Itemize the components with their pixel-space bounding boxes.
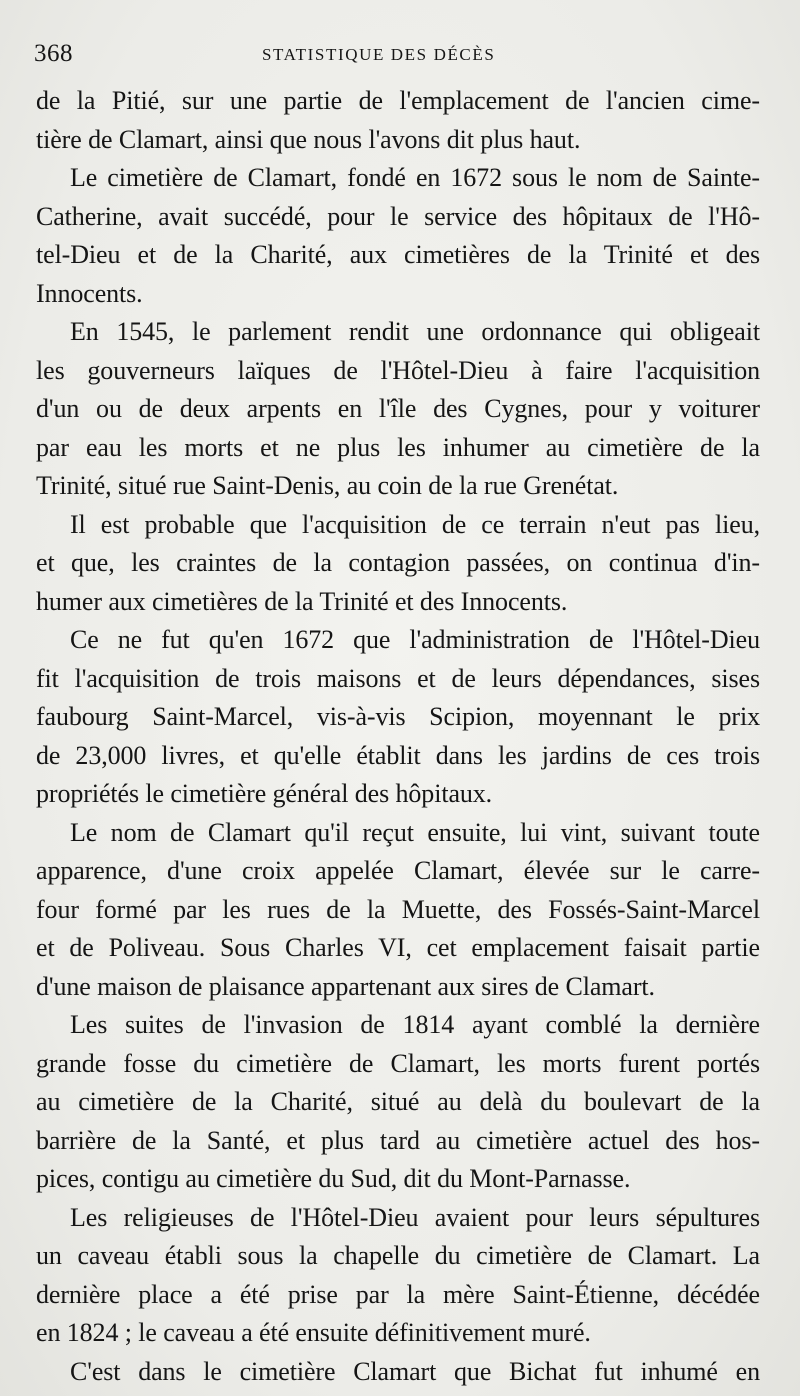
text-line: un caveau établi sous la chapelle du cimetière de Clamart. La <box>36 1241 760 1270</box>
text-line: d'un ou de deux arpents en l'île des Cygnes, pour y voiturer <box>36 394 760 423</box>
text-line: Le cimetière de Clamart, fondé en 1672 sous le nom de Sainte- <box>70 163 760 192</box>
text-line: Catherine, avait succédé, pour le service des hôpitaux de l'Hô- <box>36 201 760 231</box>
text-line: fit l'acquisition de trois maisons et de leurs dépendances, sises <box>36 663 760 693</box>
text-line: pices, contigu au cimetière du Sud, dit du Mont-Parnasse. <box>36 1164 631 1193</box>
text-line: faubourg Saint-Marcel, vis-à-vis Scipion, moyennant le prix <box>36 702 760 731</box>
text-line: Trinité, situé rue Saint-Denis, au coin de la rue Grenétat. <box>36 471 619 500</box>
text-line: apparence, d'une croix appelée Clamart, élevée sur le carre- <box>36 856 760 885</box>
body-text <box>36 82 760 1391</box>
text-line: Les religieuses de l'Hôtel-Dieu avaient pour leurs sépultures <box>70 1202 760 1232</box>
text-line: grande fosse du cimetière de Clamart, les morts furent portés <box>36 1048 760 1078</box>
text-line: C'est dans le cimetière Clamart que Bichat fut inhumé en <box>70 1356 760 1386</box>
text-line: tel-Dieu et de la Charité, aux cimetières de la Trinité et des <box>36 240 760 269</box>
running-title: STATISTIQUE DES DÉCÈS <box>262 45 496 64</box>
text-line: par eau les morts et ne plus les inhumer au cimetière de la <box>36 432 760 462</box>
text-line: au cimetière de la Charité, situé au delà du boulevart de la <box>36 1087 760 1116</box>
page-number: 368 <box>34 40 73 67</box>
text-line: de 23,000 livres, et qu'elle établit dans les jardins de ces trois <box>36 740 760 770</box>
text-line: les gouverneurs laïques de l'Hôtel-Dieu à faire l'acquisition <box>36 355 760 385</box>
text-line: Le nom de Clamart qu'il reçut ensuite, lui vint, suivant toute <box>70 817 760 847</box>
text-line: barrière de la Santé, et plus tard au cimetière actuel des hos- <box>36 1125 760 1155</box>
text-line: Les suites de l'invasion de 1814 ayant comblé la dernière <box>70 1010 760 1039</box>
text-line: en 1824 ; le caveau a été ensuite définitivement muré. <box>36 1318 591 1347</box>
text-line: et que, les craintes de la contagion passées, on continua d'in- <box>36 548 760 577</box>
text-line: humer aux cimetières de la Trinité et des Innocents. <box>36 586 568 616</box>
text-line: En 1545, le parlement rendit une ordonnance qui obligeait <box>70 317 760 346</box>
text-line: four formé par les rues de la Muette, des Fossés-Saint-Marcel <box>36 894 760 924</box>
text-line: dernière place a été prise par la mère Saint-Étienne, décédée <box>36 1279 760 1309</box>
text-line: propriétés le cimetière général des hôpitaux. <box>36 779 493 808</box>
text-line: de la Pitié, sur une partie de l'emplacement de l'ancien cime- <box>36 86 760 115</box>
text-line: tière de Clamart, ainsi que nous l'avons dit plus haut. <box>36 124 581 154</box>
text-line: Ce ne fut qu'en 1672 que l'administration de l'Hôtel-Dieu <box>70 625 760 654</box>
text-line: Innocents. <box>36 278 143 308</box>
running-head <box>34 40 734 74</box>
text-line: d'une maison de plaisance appartenant aux sires de Clamart. <box>36 971 655 1001</box>
text-line: Il est probable que l'acquisition de ce terrain n'eut pas lieu, <box>70 509 760 539</box>
text-line: et de Poliveau. Sous Charles VI, cet emplacement faisait partie <box>36 933 760 962</box>
